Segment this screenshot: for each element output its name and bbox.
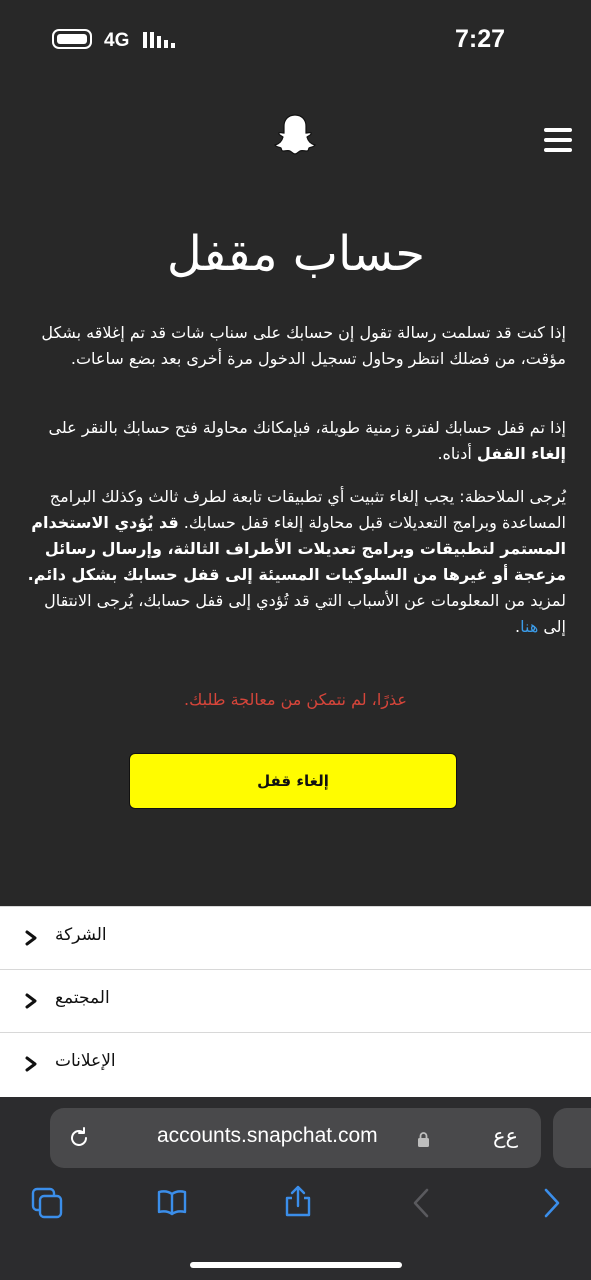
url-text[interactable]: accounts.snapchat.com [157,1124,378,1147]
footer-item-label: الشركة [55,925,107,945]
tabs-icon[interactable] [30,1186,64,1220]
share-icon[interactable] [281,1184,315,1218]
text-size-button[interactable]: ﻉﻉ [493,1124,519,1148]
footer-item-community[interactable] [0,969,591,1032]
chevron-right-icon [24,1056,38,1072]
home-indicator [190,1262,402,1268]
para2-text: إذا تم قفل حسابك لفترة زمنية طويلة، فبإمكانك محاولة فتح حسابك بالنقر على [48,418,566,437]
battery-icon [52,29,92,49]
note-paragraph [25,484,566,640]
next-tab-preview[interactable] [553,1108,591,1168]
bookmarks-icon[interactable] [155,1186,189,1220]
chevron-right-icon [24,930,38,946]
status-bar [0,0,591,80]
footer-item-label: المجتمع [55,988,110,1008]
error-message: عذرًا، لم نتمكن من معالجة طلبك. [184,690,407,709]
unlock-emphasis: إلغاء القفل [476,444,566,463]
footer-nav [0,906,591,1097]
page-title: حساب مقفل [166,226,426,282]
para2-end: أدناه. [437,444,477,463]
signal-icon [143,30,175,50]
status-time: 7:27 [455,25,506,53]
intro-paragraph: إذا كنت قد تسلمت رسالة تقول إن حسابك على سناب شات قد تم إغلاقه بشكل مؤقت، من فضلك انتظر وحاول تسجيل الدخول مرة أخرى بعد بضع ساعات. [41,323,566,368]
note-text: يُرجى الملاحظة: يجب إلغاء تثبيت أي تطبيقات تابعة لطرف ثالث وكذلك البرامج المساعدة وبرامج التعديلات قبل محاولة إلغاء قفل حسابك. [49,487,566,532]
note-end: . [515,617,521,636]
long-lock-paragraph [25,415,566,467]
chevron-right-icon [24,993,38,1009]
snapchat-ghost-icon[interactable] [271,111,319,159]
network-type: 4G [104,30,130,51]
here-link[interactable]: هنا [520,617,539,636]
back-icon[interactable] [405,1186,439,1220]
unlock-button[interactable]: إلغاء قفل [129,753,457,809]
footer-item-label: الإعلانات [55,1051,116,1071]
warning-text: قد يُؤدي الاستخدام المستمر لتطبيقات وبرامج تعديلات الأطراف الثالثة، وإرسال رسائل مزعجة أو غيرها من السلوكيات المسيئة إلى قفل حسابك بشكل دائم. [27,513,566,584]
lock-icon [417,1131,430,1147]
more-info-text: لمزيد من المعلومات عن الأسباب التي قد تُؤدي إلى قفل حسابك، يُرجى الانتقال إلى [44,591,566,636]
menu-icon[interactable] [544,128,572,152]
footer-item-company[interactable] [0,906,591,969]
reload-icon[interactable] [67,1126,91,1150]
footer-item-ads[interactable] [0,1032,591,1095]
forward-icon[interactable] [534,1186,568,1220]
